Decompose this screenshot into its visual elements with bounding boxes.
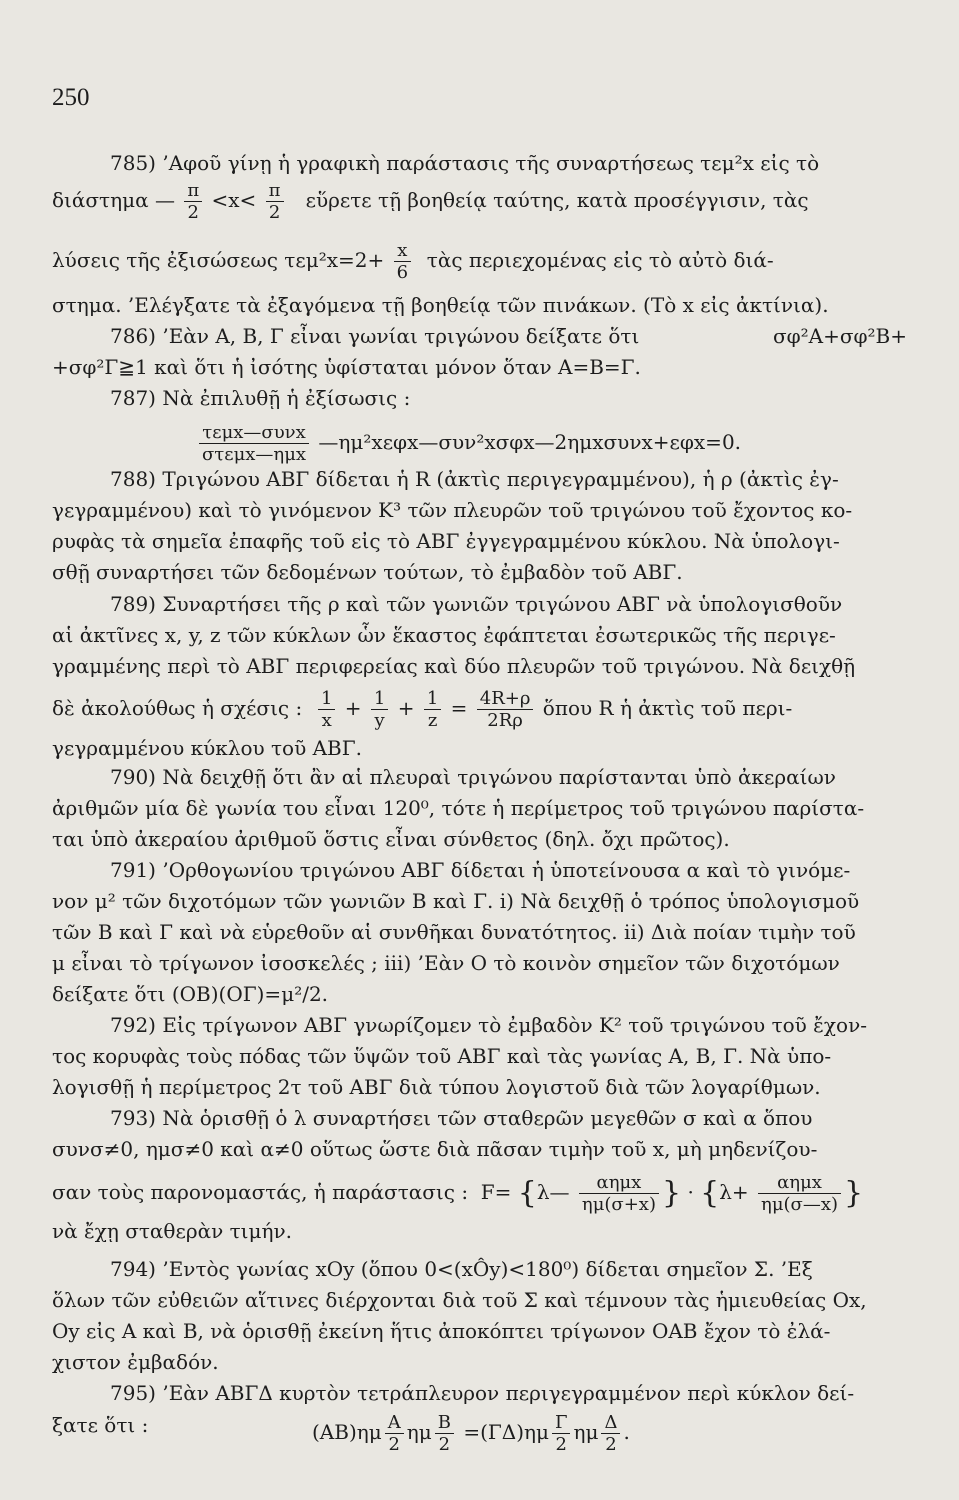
problem-792-line-2: τος κορυφὰς τοὺς πόδας τῶν ὕψῶν τοῦ ΑΒΓ καὶ τὰς γωνίας Α, Β, Γ. Νὰ ὑπο- [52, 1044, 832, 1068]
problem-788-line-4: σθῇ συναρτήσει τῶν δεδομένων τούτων, τὸ ἐμβαδὸν τοῦ ΑΒΓ. [52, 560, 683, 584]
problem-791-line-1: 791) ’Ορθογωνίου τριγώνου ΑΒΓ δίδεται ἡ ὑποτείνουσα α καὶ τὸ γινόμε- [110, 858, 851, 882]
problem-794-line-3: Οy εἰς Α καὶ Β, νὰ ὁρισθῇ ἐκείνη ἥτις ἀποκόπτει τρίγωνον ΟΑΒ ἔχον τὸ ἐλά- [52, 1319, 831, 1343]
problem-792-line-1: 792) Εἰς τρίγωνον ΑΒΓ γνωρίζομεν τὸ ἐμβαδὸν Κ² τοῦ τριγώνου τοῦ ἔχον- [110, 1013, 867, 1037]
problem-790-line-3: ται ὑπὸ ἀκεραίου ἀριθμοῦ ὅστις εἶναι σύνθετος (δηλ. ὄχι πρῶτος). [52, 827, 730, 851]
problem-789-line-1: 789) Συναρτήσει τῆς ρ καὶ τῶν γωνιῶν τριγώνου ΑΒΓ νὰ ὑπολογισθοῦν [110, 592, 843, 616]
problem-789-line-2: αἱ ἀκτῖνες x, y, z τῶν κύκλων ὧν ἕκαστος ἐφάπτεται ἐσωτερικῶς τῆς περιγε- [52, 623, 836, 647]
problem-785-line-3: λύσεις τῆς ἐξισώσεως τεμ²x=2+ $\frac{x}{6}$ τὰς περιεχομένας εἰς τὸ αὐτὸ διά- [52, 240, 774, 283]
problem-786-line-1-formula: σφ²Α+σφ²Β+ [772, 324, 907, 348]
fraction-sec-cos-over-csc-sin: $\frac{\text{τεμx—συνx}}{\text{στεμx—ημx}}$ [199, 422, 309, 465]
fraction-A-over-2: $\frac{A}{2}$ [385, 1412, 404, 1455]
problem-791-line-2: νον μ² τῶν διχοτόμων τῶν γωνιῶν Β καὶ Γ. i) Νὰ δειχθῇ ὁ τρόπος ὑπολογισμοῦ [52, 889, 860, 913]
problem-786-line-1: 786) ’Εὰν Α, Β, Γ εἶναι γωνίαι τριγώνου δείξατε ὅτι [110, 324, 640, 348]
problem-793-line-2: συνσ≠0, ημσ≠0 καὶ α≠0 οὕτως ὥστε διὰ πᾶσαν τιμὴν τοῦ x, μὴ μηδενίζου- [52, 1137, 818, 1161]
problem-788-line-3: ρυφὰς τὰ σημεῖα ἐπαφῆς τοῦ εἰς τὸ ΑΒΓ ἐγγεγραμμένου κύκλου. Νὰ ὑπολογι- [52, 529, 840, 553]
fraction-1-over-y: $\frac{1}{y}$ [371, 688, 388, 731]
fraction-x-over-6: $\frac{x}{6}$ [394, 240, 411, 283]
problem-788-line-2: γεγραμμένου) καὶ τὸ γινόμενον Κ³ τῶν πλευρῶν τοῦ τριγώνου τοῦ ἔχοντος κο- [52, 498, 853, 522]
problem-792-line-3: λογισθῇ ἡ περίμετρος 2τ τοῦ ΑΒΓ διὰ τύπου λογιστοῦ διὰ τῶν λογαρίθμων. [52, 1075, 821, 1099]
fraction-G-over-2: $\frac{\Gamma}{2}$ [552, 1412, 571, 1455]
fraction-D-over-2: $\frac{\Delta}{2}$ [601, 1412, 620, 1455]
problem-793-line-4: νὰ ἔχῃ σταθερὰν τιμήν. [52, 1219, 293, 1243]
problem-793-line-1: 793) Νὰ ὁρισθῇ ὁ λ συναρτήσει τῶν σταθερῶν μεγεθῶν σ καὶ α ὅπου [110, 1106, 813, 1130]
problem-789-line-3: γραμμένης περὶ τὸ ΑΒΓ περιφερείας καὶ δύο πλευρῶν τοῦ τριγώνου. Νὰ δειχθῇ [52, 654, 856, 678]
fraction-B-over-2: $\frac{B}{2}$ [435, 1412, 454, 1455]
fraction-4R-rho-over-2R-rho: $\frac{4R+\rho}{2R\rho}$ [477, 688, 534, 731]
problem-789-line-4: δὲ ἀκολούθως ἡ σχέσις : $\frac{1}{x}$ + $\frac{1}{y}$ + $\frac{1}{z}$ = $\frac{4R+\rho}{2R\rho}$ ὅπου R ἡ ἀκτὶς τοῦ περι- [52, 688, 793, 731]
problem-794-line-2: ὅλων τῶν εὐθειῶν αἵτινες διέρχονται διὰ τοῦ Σ καὶ τέμνουν τὰς ἡμιευθείας Οx, [52, 1288, 867, 1312]
fraction-1-over-z: $\frac{1}{z}$ [424, 688, 441, 731]
problem-795-equation: (ΑΒ)ημ $\frac{A}{2}$ ημ $\frac{B}{2}$ =(ΓΔ)ημ $\frac{\Gamma}{2}$ ημ $\frac{\Delta}{2}$ . [312, 1412, 630, 1455]
problem-794-line-4: χιστον ἐμβαδόν. [52, 1350, 219, 1374]
page-number: 250 [52, 84, 90, 111]
problem-788-line-1: 788) Τριγώνου ΑΒΓ δίδεται ἡ R (ἀκτὶς περιγεγραμμένου), ἡ ρ (ἀκτὶς ἐγ- [110, 467, 839, 491]
fraction-pi-over-2: $\frac{\pi}{2}$ [266, 180, 284, 223]
problem-785-line-4: στημα. ’Ελέγξατε τὰ ἐξαγόμενα τῇ βοηθείᾳ τῶν πινάκων. (Τὸ x εἰς ἀκτίνια). [52, 293, 829, 317]
problem-791-line-3: τῶν Β καὶ Γ καὶ νὰ εὑρεθοῦν αἱ συνθῆκαι δυνατότητος. ii) Διὰ ποίαν τιμὴν τοῦ [52, 920, 856, 944]
problem-793-line-3: σαν τοὺς παρονομαστάς, ἡ παράστασις : F= {λ— $\frac{\text{αημx}}{\eta\mu(\sigma+x)}$ } · {λ+ $\frac{\text{αημx}}{\eta\mu(\sigma—x)}$ } [52, 1172, 864, 1215]
problem-785-line-2: διάστημα — $\frac{\pi}{2}$ <x< $\frac{\pi}{2}$ εὕρετε τῇ βοηθείᾳ ταύτης, κατὰ προσέγγισιν, τὰς [52, 180, 809, 223]
problem-786-line-2: +σφ²Γ≧1 καὶ ὅτι ἡ ἰσότης ὑφίσταται μόνον ὅταν Α=Β=Γ. [52, 355, 641, 379]
problem-789-line-5: γεγραμμένου κύκλου τοῦ ΑΒΓ. [52, 736, 362, 760]
problem-791-line-5: δείξατε ὅτι (ΟΒ)(ΟΓ)=μ²/2. [52, 982, 329, 1006]
problem-795-line-2: ξατε ὅτι : [52, 1413, 149, 1437]
problem-794-line-1: 794) ’Εντὸς γωνίας xOy (ὅπου 0<(xÔy)<180⁰) δίδεται σημεῖον Σ. ’Εξ [110, 1257, 813, 1281]
fraction-a-sin-x-over-sin-sigma-plus-x: $\frac{\text{αημx}}{\eta\mu(\sigma+x)}$ [579, 1172, 659, 1215]
problem-787-equation: $\frac{\text{τεμx—συνx}}{\text{στεμx—ημx}}$ —ημ²xεφx—συν²xσφx—2ημxσυνx+εφx=0. [196, 422, 741, 465]
problem-787-line-1: 787) Νὰ ἐπιλυθῇ ἡ ἐξίσωσις : [110, 386, 411, 410]
problem-795-line-1: 795) ’Εὰν ΑΒΓΔ κυρτὸν τετράπλευρον περιγεγραμμένον περὶ κύκλον δεί- [110, 1381, 855, 1405]
fraction-a-sin-x-over-sin-sigma-minus-x: $\frac{\text{αημx}}{\eta\mu(\sigma—x)}$ [758, 1172, 841, 1215]
fraction-1-over-x: $\frac{1}{x}$ [318, 688, 335, 731]
problem-785-line-1: 785) ’Αφοῦ γίνῃ ἡ γραφικὴ παράστασις τῆς συναρτήσεως τεμ²x εἰς τὸ [110, 151, 820, 175]
fraction-pi-over-2: $\frac{\pi}{2}$ [184, 180, 202, 223]
problem-790-line-1: 790) Νὰ δειχθῇ ὅτι ἂν αἱ πλευραὶ τριγώνου παρίστανται ὑπὸ ἀκεραίων [110, 765, 836, 789]
problem-791-line-4: μ εἶναι τὸ τρίγωνον ἰσοσκελές ; iii) ’Εὰν Ο τὸ κοινὸν σημεῖον τῶν διχοτόμων [52, 951, 840, 975]
problem-790-line-2: ἀριθμῶν μία δὲ γωνία του εἶναι 120⁰, τότε ἡ περίμετρος τοῦ τριγώνου παρίστα- [52, 796, 865, 820]
